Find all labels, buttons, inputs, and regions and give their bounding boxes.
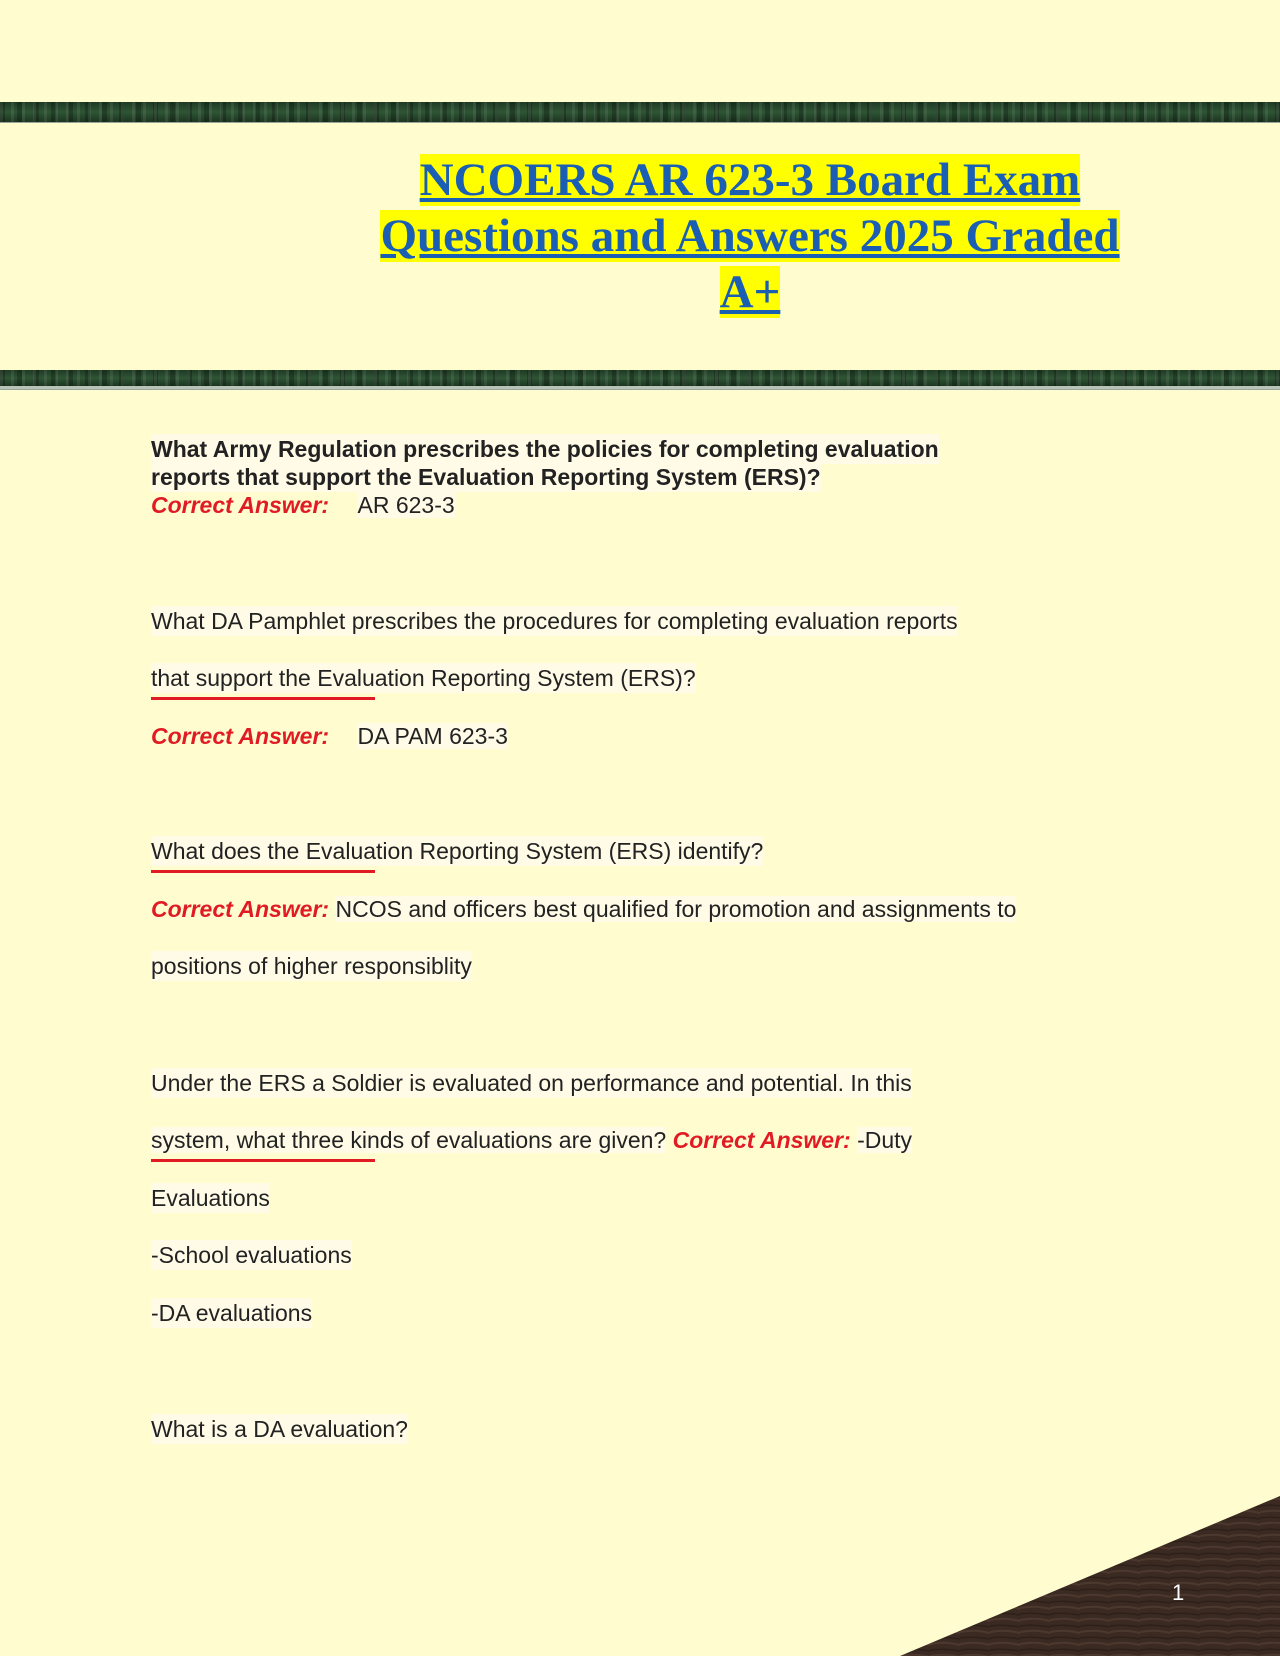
answer-label: Correct Answer: (151, 723, 330, 749)
question-1-line-1: What Army Regulation prescribes the policies for completing evaluation (151, 436, 939, 462)
answer-3-text-1: NCOS and officers best qualified for promotion and assignments to (335, 896, 1017, 922)
answer-label: Correct Answer: (151, 492, 330, 518)
answer-2-text: DA PAM 623-3 (357, 723, 508, 749)
spellcheck-underline (151, 697, 375, 700)
answer-1 (151, 490, 455, 520)
spellcheck-underline (151, 870, 375, 873)
answer-4-line-4: -DA evaluations (151, 1300, 313, 1326)
question-4-line-2-text: system, what three kinds of evaluations are given? (151, 1127, 667, 1153)
title-line-2: Questions and Answers 2025 Graded (380, 210, 1120, 262)
question-2-line-1: What DA Pamphlet prescribes the procedures for completing evaluation reports (151, 608, 958, 634)
question-1-line-2: reports that support the Evaluation Reporting System (ERS)? (151, 464, 821, 490)
page-title (330, 152, 1170, 320)
question-3-line-1: What does the Evaluation Reporting System (ERS) identify? (151, 838, 764, 864)
answer-3 (151, 894, 1016, 924)
decorative-band-bottom (0, 370, 1280, 389)
question-4-line-1: Under the ERS a Soldier is evaluated on performance and potential. In this (151, 1070, 912, 1096)
decorative-band-top (0, 102, 1280, 122)
title-line-3: A+ (719, 266, 781, 318)
answer-4-line-3: -School evaluations (151, 1242, 352, 1268)
spellcheck-underline (151, 1159, 375, 1162)
answer-3-line-2: positions of higher responsiblity (151, 953, 472, 979)
page-number: 1 (1172, 1580, 1185, 1605)
answer-label: Correct Answer: (151, 896, 330, 922)
question-2-line-2: that support the Evaluation Reporting System (ERS)? (151, 665, 696, 691)
corner-decoration (900, 1496, 1280, 1656)
question-4-line-2 (151, 1125, 912, 1155)
answer-label: Correct Answer: (672, 1127, 851, 1153)
answer-2 (151, 721, 508, 751)
answer-1-text: AR 623-3 (357, 492, 455, 518)
title-line-1: NCOERS AR 623-3 Board Exam (419, 154, 1081, 206)
question-5-line-1: What is a DA evaluation? (151, 1416, 408, 1442)
answer-4-line-2: Evaluations (151, 1185, 270, 1211)
answer-4-text-1: -Duty (857, 1127, 913, 1153)
